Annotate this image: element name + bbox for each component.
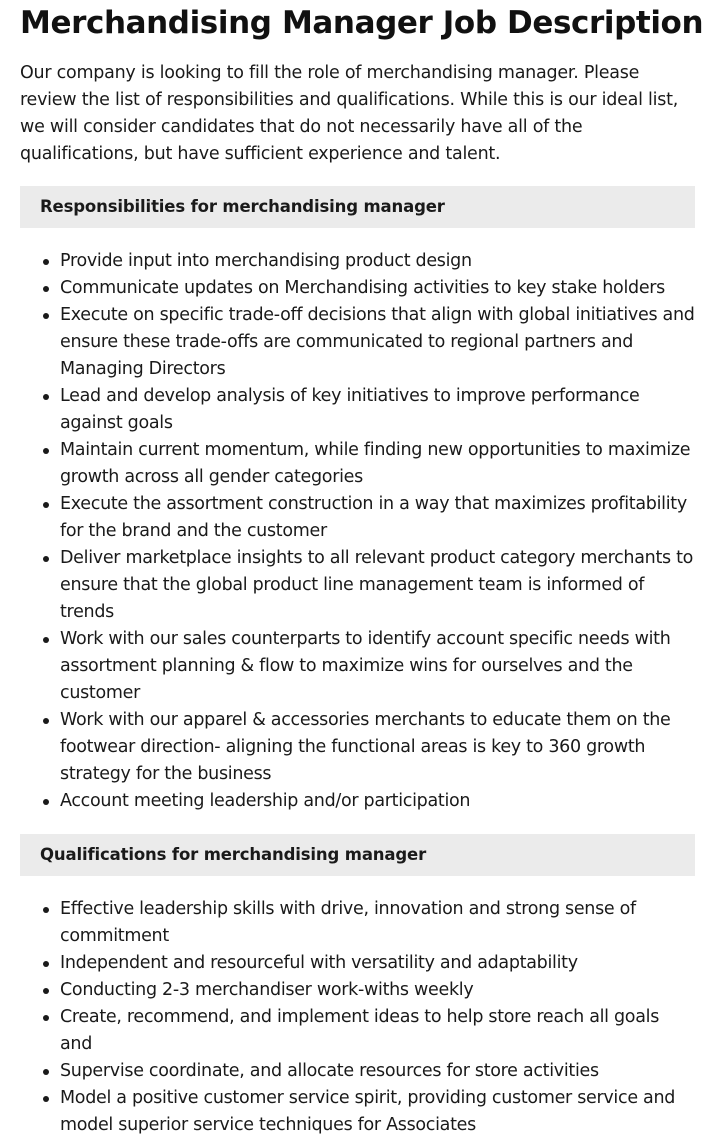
list-item: Effective leadership skills with drive, innovation and strong sense of commitment [60, 896, 695, 950]
list-item: Execute on specific trade-off decisions that align with global initiatives and ensure these trade-offs are communicated to regional partners and Managing Directors [60, 302, 695, 383]
responsibilities-list [20, 248, 695, 815]
list-item: Independent and resourceful with versatility and adaptability [60, 950, 695, 977]
qualifications-heading: Qualifications for merchandising manager [20, 834, 695, 876]
list-item: Conducting 2-3 merchandiser work-withs weekly [60, 977, 695, 1004]
list-item: Work with our sales counterparts to identify account specific needs with assortment planning & flow to maximize wins for ourselves and the customer [60, 626, 695, 707]
list-item: Deliver marketplace insights to all relevant product category merchants to ensure that the global product line management team is informed of trends [60, 545, 695, 626]
responsibilities-heading: Responsibilities for merchandising manager [20, 186, 695, 228]
list-item: Create, recommend, and implement ideas to help store reach all goals and [60, 1004, 695, 1058]
qualifications-list [20, 896, 695, 1139]
list-item: Model a positive customer service spirit, providing customer service and model superior service techniques for Associates [60, 1085, 695, 1139]
list-item: Maintain current momentum, while finding new opportunities to maximize growth across all gender categories [60, 437, 695, 491]
intro-paragraph: Our company is looking to fill the role of merchandising manager. Please review the list of responsibilities and qualifications. While this is our ideal list, we will consider candidates that do not necessarily have all of the qualifications, but have sufficient experience and talent. [20, 63, 679, 164]
list-item: Supervise coordinate, and allocate resources for store activities [60, 1058, 695, 1085]
list-item: Lead and develop analysis of key initiatives to improve performance against goals [60, 383, 695, 437]
page-title: Merchandising Manager Job Description [20, 5, 704, 41]
job-description-page [20, 0, 704, 1139]
list-item: Account meeting leadership and/or participation [60, 788, 695, 815]
list-item: Execute the assortment construction in a way that maximizes profitability for the brand and the customer [60, 491, 695, 545]
list-item: Work with our apparel & accessories merchants to educate them on the footwear direction- aligning the functional areas is key to 360 growth strategy for the business [60, 707, 695, 788]
list-item: Provide input into merchandising product design [60, 248, 695, 275]
list-item: Communicate updates on Merchandising activities to key stake holders [60, 275, 695, 302]
